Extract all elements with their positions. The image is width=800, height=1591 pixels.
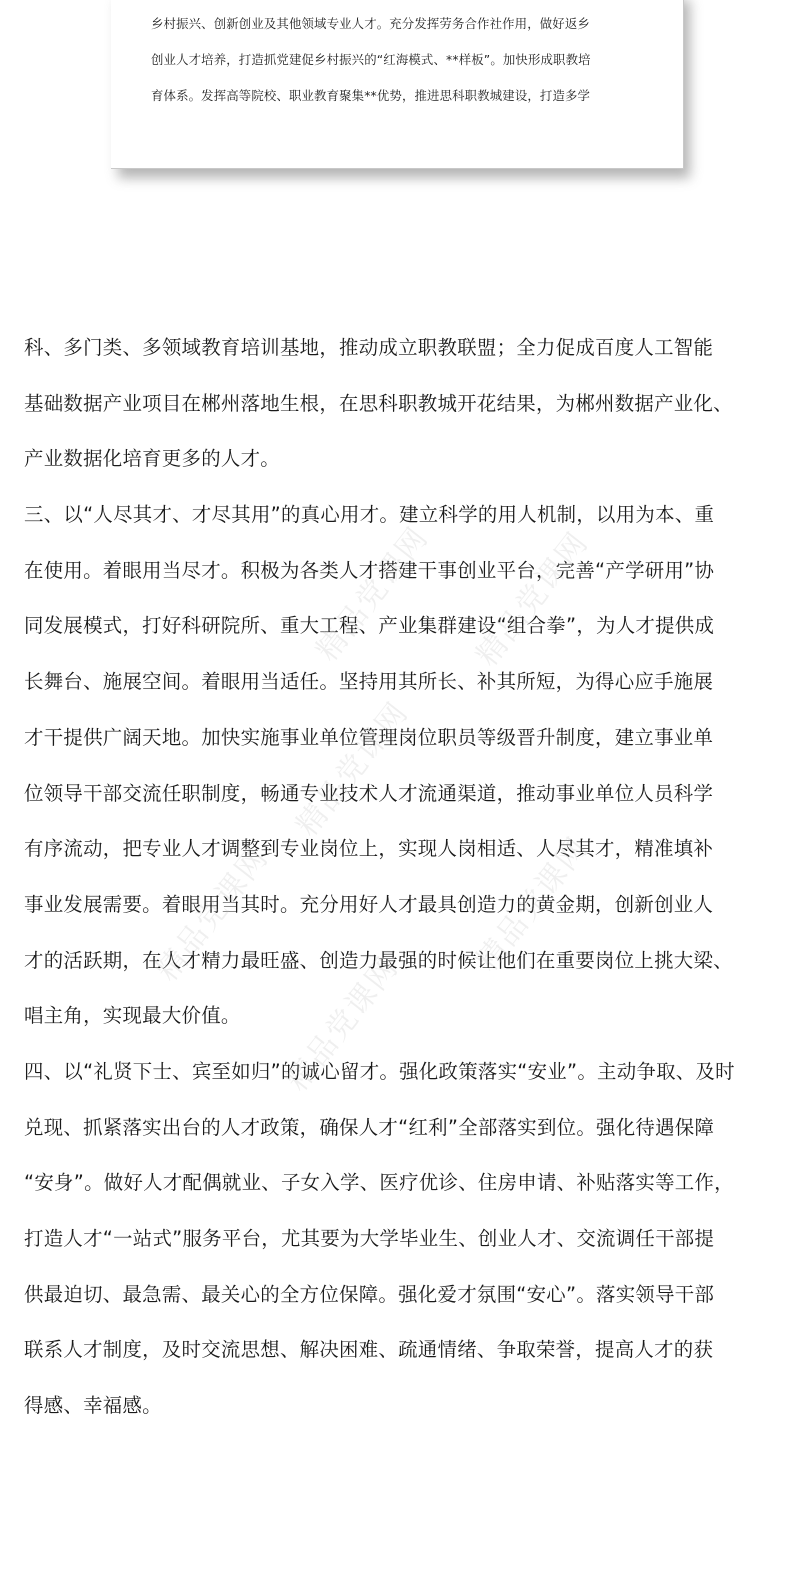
- body-text-line: 兑现、抓紧落实出台的人才政策，确保人才“红利”全部落实到位。强化待遇保障: [24, 1115, 715, 1139]
- card-text-block: [151, 6, 651, 114]
- document-body: [24, 320, 776, 1434]
- watermark: 精品党课网: [469, 830, 596, 978]
- body-text-line: 在使用。着眼用当尽才。积极为各类人才搭建干事创业平台，完善“产学研用”协: [24, 558, 715, 582]
- watermark: 精品党课网: [279, 950, 406, 1098]
- section-four-heading-line: 四、以“礼贤下士、宾至如归”的诚心留才。强化政策落实“安业”。主动争取、及时: [24, 1059, 735, 1083]
- watermark: 精品党课网: [289, 695, 416, 843]
- body-text-line: 科、多门类、多领域教育培训基地，推动成立职教联盟；全力促成百度人工智能: [24, 336, 714, 359]
- body-text-line: 才的活跃期，在人才精力最旺盛、创造力最强的时候让他们在重要岗位上挑大梁、: [24, 948, 733, 972]
- body-text-line: 联系人才制度，及时交流思想、解决困难、疏通情绪、争取荣誉，提高人才的获: [24, 1338, 714, 1362]
- body-text-line: 事业发展需要。着眼用当其时。充分用好人才最具创造力的黄金期，创新创业人: [24, 892, 714, 916]
- body-text-line: 有序流动，把专业人才调整到专业岗位上，实现人岗相适、人尽其才，精准填补: [24, 837, 714, 861]
- body-text-line: 才干提供广阔天地。加快实施事业单位管理岗位职员等级晋升制度，建立事业单: [24, 725, 714, 749]
- body-text-line: 产业数据化培育更多的人才。: [24, 447, 280, 471]
- body-text-line: 长舞台、施展空间。着眼用当适任。坚持用其所长、补其所短，为得心应手施展: [24, 670, 714, 694]
- card-text-line: 乡村振兴、创新创业及其他领域专业人才。充分发挥劳务合作社作用，做好返乡: [151, 16, 590, 31]
- body-text-line: 打造人才“一站式”服务平台，尤其要为大学毕业生、创业人才、交流调任干部提: [24, 1227, 715, 1250]
- body-text-line: 位领导干部交流任职制度，畅通专业技术人才流通渠道，推动事业单位人员科学: [24, 781, 714, 805]
- body-text-line: 供最迫切、最急需、最关心的全方位保障。强化爱才氛围“安心”。落实领导干部: [24, 1282, 715, 1306]
- watermark: 精品党课网: [309, 520, 436, 668]
- document-page-preview-card: [111, 0, 684, 169]
- body-text-line: 唱主角，实现最大价值。: [24, 1004, 241, 1028]
- body-text-line: 同发展模式，打好科研院所、重大工程、产业集群建设“组合拳”，为人才提供成: [24, 614, 715, 638]
- body-text-line: 得感、幸福感。: [24, 1394, 162, 1418]
- watermark: 精品党课网: [469, 525, 596, 673]
- body-text-line: 基础数据产业项目在郴州落地生根，在思科职教城开花结果，为郴州数据产业化、: [24, 391, 733, 415]
- card-text-line: 育体系。发挥高等院校、职业教育聚集**优势，推进思科职教城建设，打造多学: [151, 88, 591, 103]
- section-three-heading-line: 三、以“人尽其才、才尽其用”的真心用才。建立科学的用人机制，以用为本、重: [24, 503, 715, 527]
- card-text-line: 创业人才培养，打造抓党建促乡村振兴的“红海模式、**样板”。加快形成职教培: [151, 52, 591, 67]
- body-text-line: “安身”。做好人才配偶就业、子女入学、医疗优诊、住房申请、补贴落实等工作，: [24, 1171, 734, 1195]
- watermark: 精品党课网: [149, 840, 276, 988]
